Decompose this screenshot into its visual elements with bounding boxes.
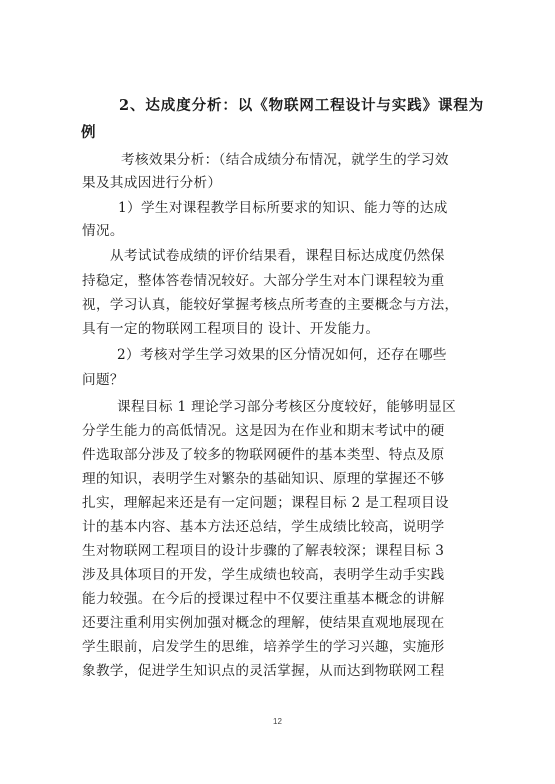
answer-2-line-3: 件选取部分涉及了较多的物联网硬件的基本类型、特点及原 [82, 447, 445, 463]
exam-analysis-line-1: 考核效果分析：（结合成绩分布情况，就学生的学习效 [121, 152, 449, 168]
answer-2-line-1: 课程目标 1 理论学习部分考核区分度较好，能够明显区 [117, 399, 457, 415]
section-heading-line-2: 例 [81, 124, 97, 141]
answer-1-line-2: 持稳定，整体答卷情况较好。大部分学生对本门课程较为重 [82, 273, 445, 289]
question-1-line-1: 1）学生对课程教学目标所要求的知识、能力等的达成 [118, 200, 448, 216]
answer-1-line-3: 视，学习认真，能较好掌握考核点所考查的主要概念与方法， [82, 297, 459, 313]
answer-2-line-11: 学生眼前，启发学生的思维，培养学生的学习兴趣，实施形 [82, 639, 445, 655]
answer-2-line-12: 象教学，促进学生知识点的灵活掌握，从而达到物联网工程 [82, 663, 445, 679]
answer-1-line-1: 从考试试卷成绩的评价结果看，课程目标达成度仍然保 [110, 248, 445, 264]
answer-2-line-2: 分学生能力的高低情况。这是因为在作业和期末考试中的硬 [82, 423, 445, 439]
section-heading-line-1: 2、达成度分析：以《物联网工程设计与实践》课程为 [119, 97, 485, 114]
question-2-line-2: 问题？ [82, 372, 124, 388]
question-1-line-2: 情况。 [82, 223, 124, 239]
answer-1-line-4: 具有一定的物联网工程项目的 设计、开发能力。 [82, 321, 380, 337]
answer-2-line-7: 生对物联网工程项目的设计步骤的了解表较深；课程目标 3 [82, 543, 445, 559]
answer-2-line-6: 计的基本内容、基本方法还总结，学生成绩比较高，说明学 [82, 519, 445, 535]
answer-2-line-8: 涉及具体项目的开发，学生成绩也较高，表明学生动手实践 [82, 567, 445, 583]
exam-analysis-line-2: 果及其成因进行分析） [82, 175, 222, 191]
answer-2-line-10: 还要注重利用实例加强对概念的理解，使结果直观地展现在 [82, 615, 445, 631]
question-2-line-1: 2）考核对学生学习效果的区分情况如何，还存在哪些 [117, 347, 447, 363]
answer-2-line-4: 理的知识，表明学生对繁杂的基础知识、原理的掌握还不够 [82, 471, 445, 487]
answer-2-line-5: 扎实，理解起来还是有一定问题；课程目标 2 是工程项目设 [82, 495, 449, 511]
page-number: 12 [273, 717, 282, 726]
answer-2-line-9: 能力较强。在今后的授课过程中不仅要注重基本概念的讲解 [82, 591, 445, 607]
